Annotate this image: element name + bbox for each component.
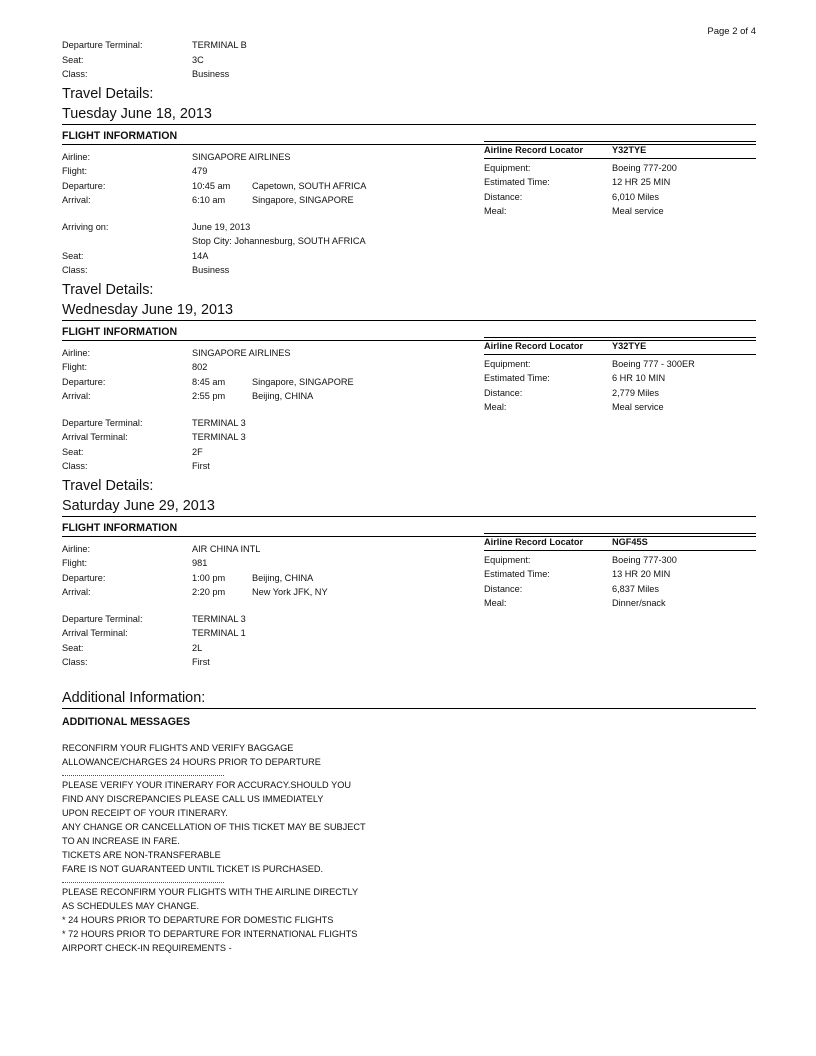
arrival-time: 6:10 am xyxy=(192,195,226,205)
message-line: PLEASE VERIFY YOUR ITINERARY FOR ACCURACY.SHOULD YOU xyxy=(62,779,351,790)
departure-terminal-label: Departure Terminal: xyxy=(62,417,143,428)
travel-date: Tuesday June 18, 2013 xyxy=(62,104,756,125)
travel-date: Saturday June 29, 2013 xyxy=(62,496,756,517)
airline-value: SINGAPORE AIRLINES xyxy=(192,151,291,162)
class-label: Class: xyxy=(62,657,88,667)
departure-label: Departure: xyxy=(62,572,106,583)
travel-date: Wednesday June 19, 2013 xyxy=(62,300,756,321)
record-locator-row xyxy=(484,533,756,551)
flight-details xyxy=(62,346,484,474)
record-locator-value: NGF45S xyxy=(612,536,648,547)
seat-label: Seat: xyxy=(62,446,84,457)
distance-value: 6,010 Miles xyxy=(612,191,659,202)
additional-messages-heading: ADDITIONAL MESSAGES xyxy=(62,715,191,728)
message-line: RECONFIRM YOUR FLIGHTS AND VERIFY BAGGAGE xyxy=(62,742,294,753)
departure-city: Singapore, SINGAPORE xyxy=(252,376,354,387)
detail-label: Seat: xyxy=(62,54,84,65)
departure-label: Departure: xyxy=(62,376,106,387)
record-locator-value: Y32TYE xyxy=(612,144,647,155)
airline-label: Airline: xyxy=(62,347,91,358)
arrival-terminal-value: TERMINAL 3 xyxy=(192,432,246,442)
arrival-time: 2:20 pm xyxy=(192,587,226,597)
flight-section-1 xyxy=(62,84,756,278)
record-locator-value: Y32TYE xyxy=(612,340,647,351)
airline-label: Airline: xyxy=(62,151,91,162)
departure-time: 10:45 am xyxy=(192,180,231,191)
detail-label: Class: xyxy=(62,69,88,79)
flight-information-heading: FLIGHT INFORMATION xyxy=(62,325,756,341)
equipment-label: Equipment: xyxy=(484,162,531,173)
message-line: * 24 HOURS PRIOR TO DEPARTURE FOR DOMESTIC FLIGHTS xyxy=(62,914,334,925)
arrival-city: Beijing, CHINA xyxy=(252,391,314,401)
seat-value: 2L xyxy=(192,642,203,653)
detail-value: 3C xyxy=(192,54,204,65)
seat-label: Seat: xyxy=(62,250,84,261)
departure-city: Capetown, SOUTH AFRICA xyxy=(252,180,367,191)
estimated-time-label: Estimated Time: xyxy=(484,177,550,187)
estimated-time-value: 12 HR 25 MIN xyxy=(612,177,671,187)
message-line: ANY CHANGE OR CANCELLATION OF THIS TICKET MAY BE SUBJECT xyxy=(62,821,366,832)
flight-number: 479 xyxy=(192,166,208,176)
arrival-label: Arrival: xyxy=(62,587,91,597)
additional-messages xyxy=(62,741,756,955)
travel-details-heading: Travel Details: xyxy=(62,281,154,298)
arrival-terminal-label: Arrival Terminal: xyxy=(62,432,128,442)
departure-terminal-value: TERMINAL 3 xyxy=(192,613,246,624)
flight-label: Flight: xyxy=(62,166,88,176)
record-locator-label: Airline Record Locator xyxy=(484,536,584,547)
message-line: TICKETS ARE NON-TRANSFERABLE xyxy=(62,849,221,860)
flight-details xyxy=(62,542,484,670)
flight-section-2 xyxy=(62,280,756,474)
class-value: Business xyxy=(192,265,230,275)
flight-details xyxy=(62,150,484,278)
equipment-value: Boeing 777 - 300ER xyxy=(612,358,695,369)
seat-label: Seat: xyxy=(62,642,84,653)
equipment-value: Boeing 777-200 xyxy=(612,162,677,173)
flight-number: 981 xyxy=(192,558,208,568)
departure-city: Beijing, CHINA xyxy=(252,572,314,583)
message-line: ALLOWANCE/CHARGES 24 HOURS PRIOR TO DEPARTURE xyxy=(62,756,321,767)
airline-value: AIR CHINA INTL xyxy=(192,543,261,554)
flight-number: 802 xyxy=(192,362,208,372)
message-line: PLEASE RECONFIRM YOUR FLIGHTS WITH THE AIRLINE DIRECTLY xyxy=(62,886,359,897)
arrival-label: Arrival: xyxy=(62,195,91,205)
message-line: AS SCHEDULES MAY CHANGE. xyxy=(62,900,199,911)
arrival-terminal-value: TERMINAL 1 xyxy=(192,628,246,638)
class-value: First xyxy=(192,461,210,471)
additional-information-section xyxy=(62,688,756,955)
previous-flight-tail xyxy=(62,38,756,82)
message-line: FARE IS NOT GUARANTEED UNTIL TICKET IS PURCHASED. xyxy=(62,863,324,874)
estimated-time-label: Estimated Time: xyxy=(484,373,550,383)
separator xyxy=(62,769,224,776)
meal-label: Meal: xyxy=(484,402,507,412)
seat-value: 14A xyxy=(192,250,209,261)
meal-label: Meal: xyxy=(484,206,507,216)
message-line: TO AN INCREASE IN FARE. xyxy=(62,835,180,846)
message-line: UPON RECEIPT OF YOUR ITINERARY. xyxy=(62,807,228,818)
estimated-time-value: 13 HR 20 MIN xyxy=(612,569,671,579)
departure-terminal-label: Departure Terminal: xyxy=(62,613,143,624)
estimated-time-label: Estimated Time: xyxy=(484,569,550,579)
distance-value: 6,837 Miles xyxy=(612,583,659,594)
airline-value: SINGAPORE AIRLINES xyxy=(192,347,291,358)
page-number: Page 2 of 4 xyxy=(707,26,756,37)
detail-value: Business xyxy=(192,69,230,79)
flight-information-heading: FLIGHT INFORMATION xyxy=(62,521,756,537)
arriving-on-label: Arriving on: xyxy=(62,221,109,232)
departure-time: 1:00 pm xyxy=(192,572,226,583)
detail-label: Departure Terminal: xyxy=(62,40,143,50)
flight-section-3 xyxy=(62,476,756,670)
distance-label: Distance: xyxy=(484,387,523,398)
arrival-terminal-label: Arrival Terminal: xyxy=(62,628,128,638)
seat-value: 2F xyxy=(192,446,203,457)
equipment-label: Equipment: xyxy=(484,554,531,565)
separator xyxy=(62,876,224,883)
departure-time: 8:45 am xyxy=(192,376,226,387)
departure-label: Departure: xyxy=(62,180,106,191)
arriving-on-value: June 19, 2013 xyxy=(192,221,251,232)
flight-label: Flight: xyxy=(62,362,88,372)
travel-details-heading: Travel Details: xyxy=(62,85,154,102)
detail-value: TERMINAL B xyxy=(192,40,247,50)
message-line: FIND ANY DISCREPANCIES PLEASE CALL US IMMEDIATELY xyxy=(62,793,324,804)
message-line: * 72 HOURS PRIOR TO DEPARTURE FOR INTERNATIONAL FLIGHTS xyxy=(62,928,358,939)
meal-value: Meal service xyxy=(612,402,664,412)
stop-city: Stop City: Johannesburg, SOUTH AFRICA xyxy=(192,236,366,246)
distance-value: 2,779 Miles xyxy=(612,387,659,398)
flight-equipment-info xyxy=(484,141,756,278)
record-locator-label: Airline Record Locator xyxy=(484,144,584,155)
flight-label: Flight: xyxy=(62,558,88,568)
airline-label: Airline: xyxy=(62,543,91,554)
equipment-value: Boeing 777-300 xyxy=(612,554,677,565)
class-label: Class: xyxy=(62,461,88,471)
flight-equipment-info xyxy=(484,533,756,670)
arrival-city: New York JFK, NY xyxy=(252,587,328,597)
record-locator-row xyxy=(484,141,756,159)
meal-value: Dinner/snack xyxy=(612,598,666,608)
arrival-time: 2:55 pm xyxy=(192,391,226,401)
record-locator-row xyxy=(484,337,756,355)
equipment-label: Equipment: xyxy=(484,358,531,369)
itinerary-content xyxy=(62,38,756,955)
estimated-time-value: 6 HR 10 MIN xyxy=(612,373,666,383)
record-locator-label: Airline Record Locator xyxy=(484,340,584,351)
detail-row xyxy=(62,53,756,68)
message-line: AIRPORT CHECK-IN REQUIREMENTS - xyxy=(62,942,232,953)
detail-row xyxy=(62,38,756,53)
detail-row xyxy=(62,67,756,82)
arrival-city: Singapore, SINGAPORE xyxy=(252,195,354,205)
travel-details-heading: Travel Details: xyxy=(62,477,154,494)
arrival-label: Arrival: xyxy=(62,391,91,401)
flight-equipment-info xyxy=(484,337,756,474)
distance-label: Distance: xyxy=(484,583,523,594)
additional-information-heading: Additional Information: xyxy=(62,688,756,709)
departure-terminal-value: TERMINAL 3 xyxy=(192,417,246,428)
distance-label: Distance: xyxy=(484,191,523,202)
class-value: First xyxy=(192,657,210,667)
meal-label: Meal: xyxy=(484,598,507,608)
class-label: Class: xyxy=(62,265,88,275)
flight-information-heading: FLIGHT INFORMATION xyxy=(62,129,756,145)
meal-value: Meal service xyxy=(612,206,664,216)
